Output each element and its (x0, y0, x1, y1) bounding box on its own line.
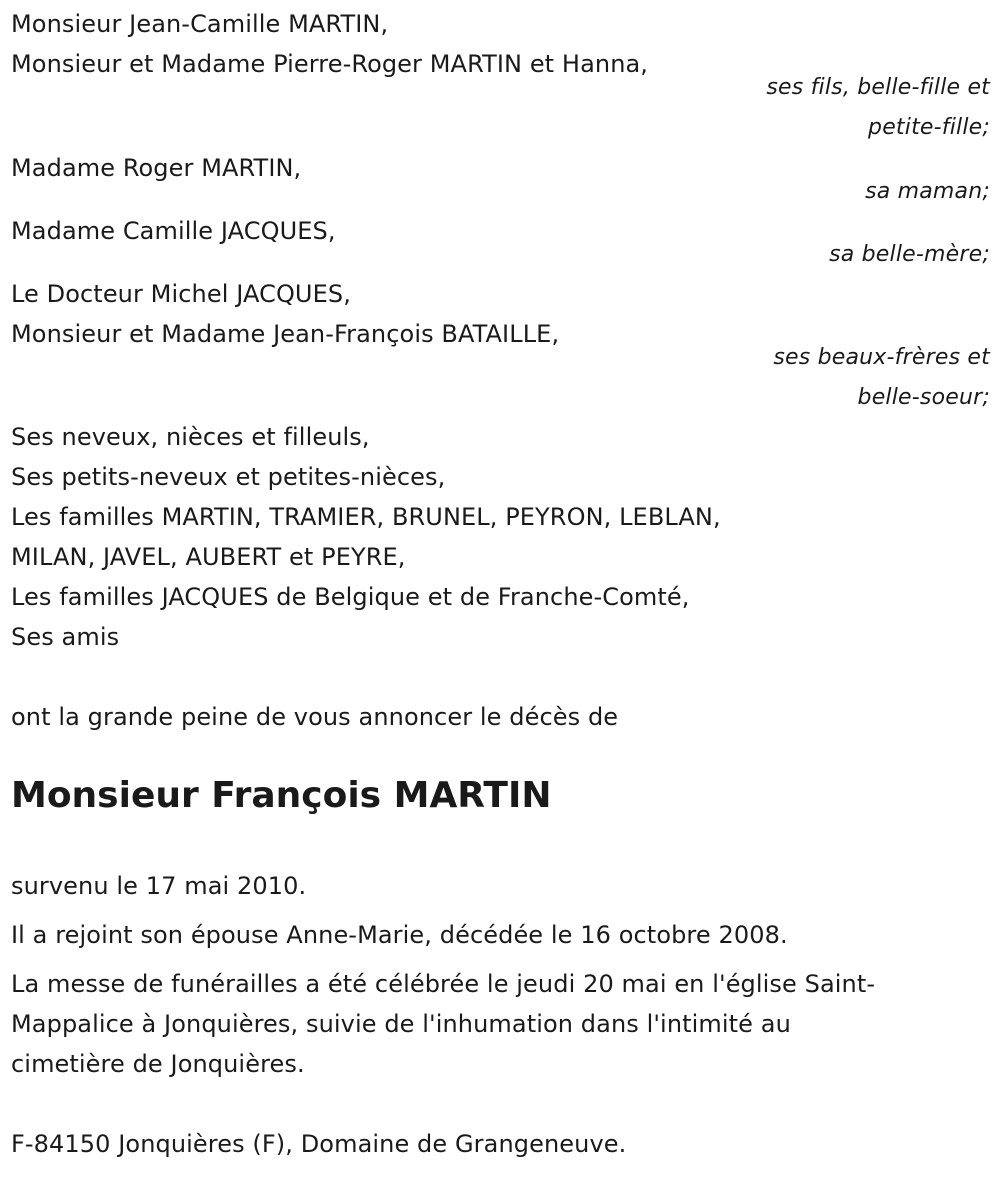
relatives-line: MILAN, JAVEL, AUBERT et PEYRE, (11, 543, 406, 571)
relatives-line: Ses amis (11, 623, 120, 651)
relatives-line: Les familles JACQUES de Belgique et de Franche-Comté, (11, 583, 690, 611)
funeral-text: La messe de funérailles a été célébrée le jeudi 20 mai en l'église Saint- (11, 970, 876, 998)
death-date: survenu le 17 mai 2010. (11, 872, 307, 900)
family-line-5: Le Docteur Michel JACQUES, (11, 280, 351, 308)
announcement-text: ont la grande peine de vous annoncer le décès de (11, 703, 619, 731)
relationship-sons-cont: petite-fille; (868, 115, 990, 140)
relationship-sons: ses fils, belle-fille et (766, 75, 990, 100)
family-line-1: Monsieur Jean-Camille MARTIN, (11, 10, 389, 38)
relationship-siblings-in-law: ses beaux-frères et (773, 345, 990, 370)
relatives-line: Les familles MARTIN, TRAMIER, BRUNEL, PEYRON, LEBLAN, (11, 503, 721, 531)
family-line-6: Monsieur et Madame Jean-François BATAILLE, (11, 320, 560, 348)
relationship-mother: sa maman; (865, 179, 990, 204)
relatives-line: Ses petits-neveux et petites-nièces, (11, 463, 446, 491)
spouse-note: Il a rejoint son épouse Anne-Marie, décédée le 16 octobre 2008. (11, 921, 788, 949)
family-line-3: Madame Roger MARTIN, (11, 154, 302, 182)
family-line-4: Madame Camille JACQUES, (11, 217, 336, 245)
relationship-mother-in-law: sa belle-mère; (829, 242, 990, 267)
family-line-2: Monsieur et Madame Pierre-Roger MARTIN et Hanna, (11, 50, 649, 78)
funeral-text: cimetière de Jonquières. (11, 1050, 305, 1078)
address: F-84150 Jonquières (F), Domaine de Grangeneuve. (11, 1130, 627, 1158)
funeral-text: Mappalice à Jonquières, suivie de l'inhumation dans l'intimité au (11, 1010, 791, 1038)
relatives-line: Ses neveux, nièces et filleuls, (11, 423, 370, 451)
relationship-siblings-in-law-cont: belle-soeur; (857, 385, 990, 410)
deceased-name: Monsieur François MARTIN (11, 775, 552, 816)
